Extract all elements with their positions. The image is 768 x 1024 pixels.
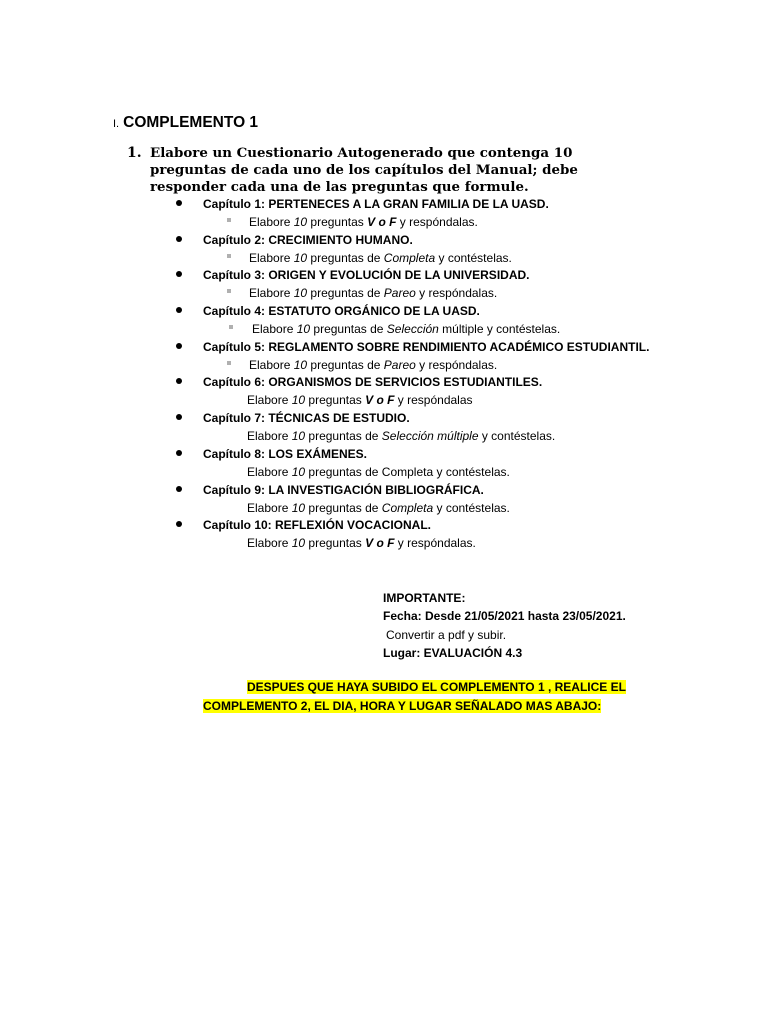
chapter-instruction: Elabore 10 preguntas V o F y respóndalas xyxy=(247,393,473,408)
square-bullet-icon xyxy=(227,254,231,258)
chapter-title: Capítulo 7: TÉCNICAS DE ESTUDIO. xyxy=(203,411,410,426)
chapter-item xyxy=(0,303,768,339)
bullet-icon xyxy=(176,236,182,242)
chapter-instruction: Elabore 10 preguntas V o F y respóndalas. xyxy=(249,215,478,229)
chapter-item xyxy=(0,232,768,268)
section-title: COMPLEMENTO 1 xyxy=(123,114,259,131)
question-text: Elabore un Cuestionario Autogenerado que contenga 10 preguntas de cada uno de los capítulos del Manual; debe responder cada una de las preguntas que formule. xyxy=(150,145,578,195)
chapter-item xyxy=(0,374,768,410)
square-bullet-icon xyxy=(227,289,231,293)
chapter-title: Capítulo 1: PERTENECES A LA GRAN FAMILIA DE LA UASD. xyxy=(203,197,549,211)
bullet-icon xyxy=(176,450,182,456)
notice-line-1: DESPUES QUE HAYA SUBIDO EL COMPLEMENTO 1 , REALICE EL xyxy=(247,680,626,694)
bullet-icon xyxy=(176,521,182,527)
chapter-instruction: Elabore 10 preguntas de Pareo y respóndalas. xyxy=(249,357,498,372)
chapter-instruction: Elabore 10 preguntas de Selección múltiple y contéstelas. xyxy=(247,429,556,444)
chapter-instruction: Elabore 10 preguntas de Pareo y respóndalas. xyxy=(249,286,498,301)
chapter-item xyxy=(0,267,768,303)
bullet-icon xyxy=(176,200,182,206)
bullet-icon xyxy=(176,307,182,313)
chapter-list xyxy=(0,196,768,553)
chapter-instruction: Elabore 10 preguntas de Selección múltiple y contéstelas. xyxy=(252,322,561,337)
convert-instruction: Convertir a pdf y subir. xyxy=(386,627,507,642)
date-range: Fecha: Desde 21/05/2021 hasta 23/05/2021. xyxy=(383,609,626,624)
chapter-item xyxy=(0,482,768,518)
bullet-icon xyxy=(176,271,182,277)
chapter-title: Capítulo 6: ORGANISMOS DE SERVICIOS ESTUDIANTILES. xyxy=(203,375,543,390)
chapter-instruction: Elabore 10 preguntas de Completa y contéstelas. xyxy=(249,250,512,265)
bullet-icon xyxy=(176,378,182,384)
bullet-icon xyxy=(176,343,182,349)
chapter-title: Capítulo 4: ESTATUTO ORGÁNICO DE LA UASD. xyxy=(203,304,480,319)
chapter-title: Capítulo 3: ORIGEN Y EVOLUCIÓN DE LA UNIVERSIDAD. xyxy=(203,268,530,283)
chapter-item xyxy=(0,446,768,482)
submission-place: Lugar: EVALUACIÓN 4.3 xyxy=(383,645,523,660)
important-heading: IMPORTANTE: xyxy=(383,591,466,605)
bullet-icon xyxy=(176,414,182,420)
chapter-title: Capítulo 8: LOS EXÁMENES. xyxy=(203,446,368,461)
chapter-item xyxy=(0,410,768,446)
square-bullet-icon xyxy=(227,218,231,222)
highlighted-notice xyxy=(203,678,626,715)
chapter-title: Capítulo 2: CRECIMIENTO HUMANO. xyxy=(203,232,413,247)
square-bullet-icon xyxy=(229,325,233,329)
section-roman-numeral: I. xyxy=(113,118,120,130)
chapter-title: Capítulo 10: REFLEXIÓN VOCACIONAL. xyxy=(203,518,432,533)
section-heading xyxy=(113,114,258,132)
chapter-instruction: Elabore 10 preguntas de Completa y contéstelas. xyxy=(247,464,510,479)
square-bullet-icon xyxy=(227,361,231,365)
chapter-title: Capítulo 5: REGLAMENTO SOBRE RENDIMIENTO ACADÉMICO ESTUDIANTIL. xyxy=(203,339,650,354)
important-block xyxy=(383,589,626,662)
notice-line-2: COMPLEMENTO 2, EL DIA, HORA Y LUGAR SEÑALADO MAS ABAJO: xyxy=(203,698,602,713)
chapter-instruction: Elabore 10 preguntas V o F y respóndalas. xyxy=(247,536,476,551)
chapter-item xyxy=(0,339,768,375)
question-number: 1. xyxy=(127,145,142,161)
chapter-item xyxy=(0,196,768,232)
chapter-item xyxy=(0,517,768,553)
chapter-instruction: Elabore 10 preguntas de Completa y contéstelas. xyxy=(247,500,510,515)
bullet-icon xyxy=(176,486,182,492)
chapter-title: Capítulo 9: LA INVESTIGACIÓN BIBLIOGRÁFICA. xyxy=(203,482,484,497)
